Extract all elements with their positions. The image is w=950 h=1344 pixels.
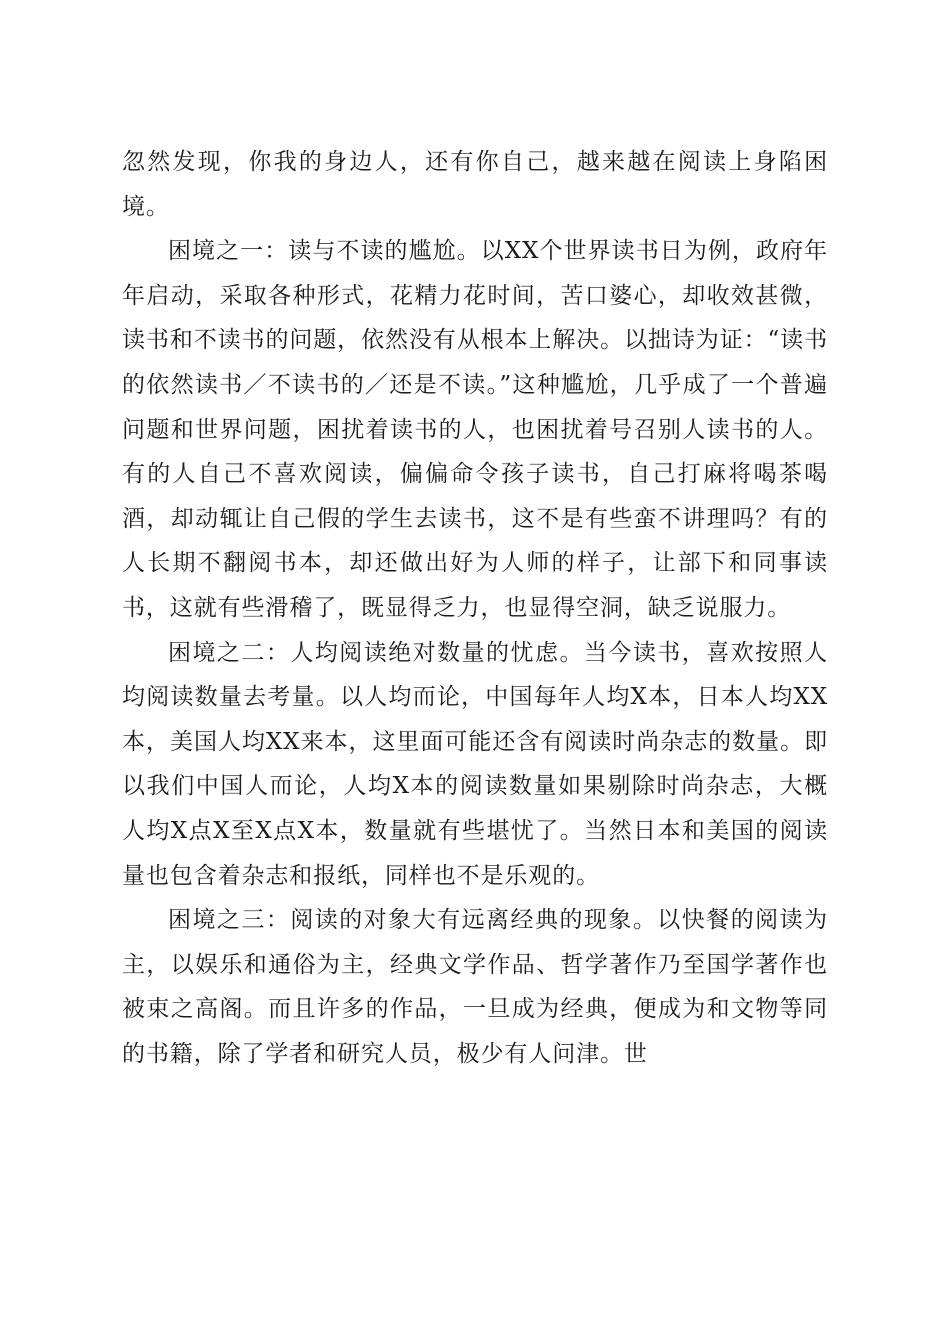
paragraph-continuation: 忽然发现，你我的身边人，还有你自己，越来越在阅读上身陷困境。: [122, 149, 828, 220]
paragraph-dilemma-three: 困境之三：阅读的对象大有远离经典的现象。以快餐的阅读为主，以娱乐和通俗为主，经典文学作品、哲学著作乃至国学著作也被束之高阁。而且许多的作品，一旦成为经典，便成为和文物等同的书籍，除了学者和研究人员，极少有人问津。世: [122, 907, 828, 1067]
paragraph-dilemma-two: 困境之二：人均阅读绝对数量的忧虑。当今读书，喜欢按照人均阅读数量去考量。以人均而论，中国每年人均X本，日本人均XX本，美国人均XX来本，这里面可能还含有阅读时尚杂志的数量。即以我们中国人而论，人均X本的阅读数量如果剔除时尚杂志，大概人均X点X至X点X本，数量就有些堪忧了。当然日本和美国的阅读量也包含着杂志和报纸，同样也不是乐观的。: [122, 639, 828, 889]
paragraph-dilemma-one: 困境之一：读与不读的尴尬。以XX个世界读书日为例，政府年年启动，采取各种形式，花精力花时间，苦口婆心，却收效甚微，读书和不读书的问题，依然没有从根本上解决。以拙诗为证：“读书的依然读书／不读书的／还是不读。”这种尴尬，几乎成了一个普遍问题和世界问题，困扰着读书的人，也困扰着号召别人读书的人。有的人自己不喜欢阅读，偏偏命令孩子读书，自己打麻将喝茶喝酒，却动辄让自己假的学生去读书，这不是有些蛮不讲理吗？有的人长期不翻阅书本，却还做出好为人师的样子，让部下和同事读书，这就有些滑稽了，既显得乏力，也显得空洞，缺乏说服力。: [122, 238, 828, 621]
document-body: [122, 140, 828, 1076]
